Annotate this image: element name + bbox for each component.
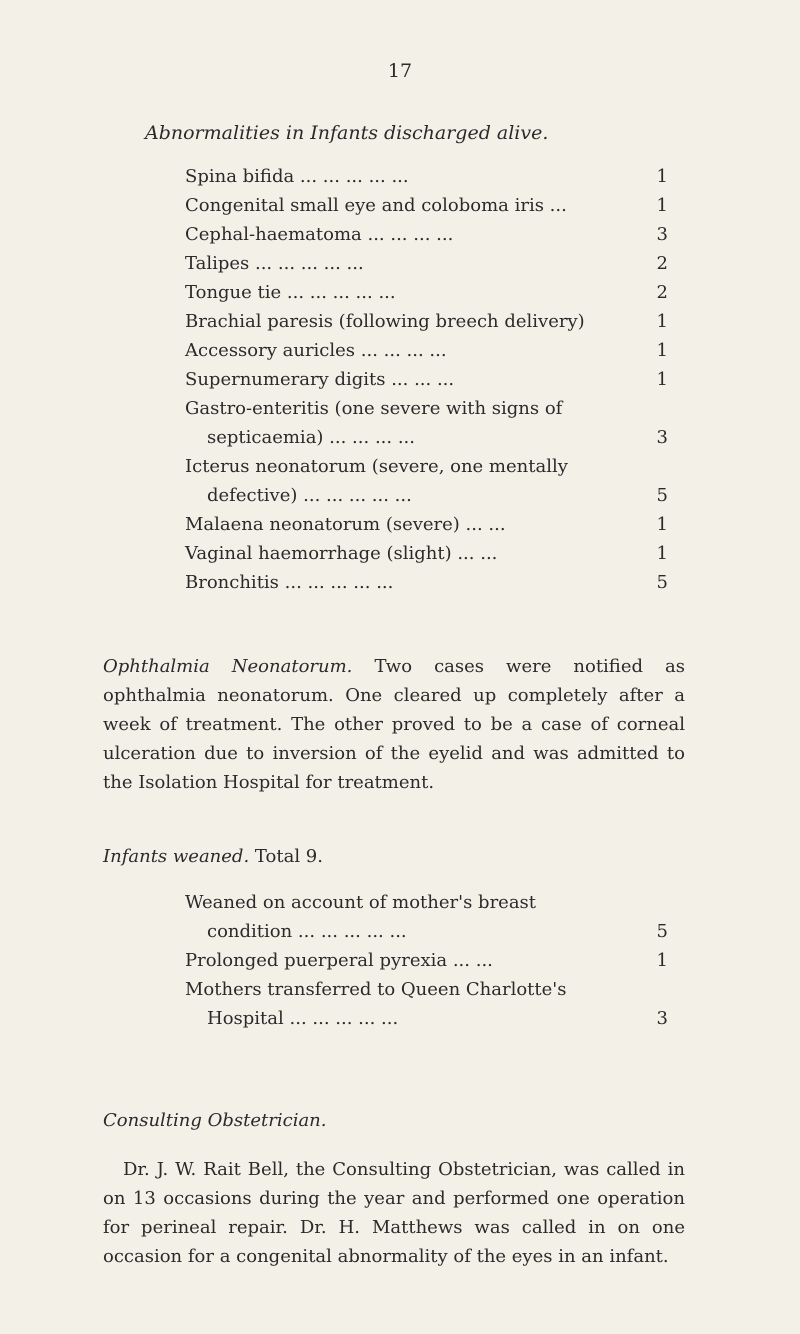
list-item bbox=[185, 311, 668, 340]
item-label: Cephal-haematoma ... ... ... ... bbox=[185, 224, 454, 245]
item-label-line2: condition ... ... ... ... ... bbox=[207, 921, 407, 942]
list-item bbox=[185, 253, 668, 282]
weaned-total: Total 9. bbox=[254, 846, 323, 867]
item-label: Bronchitis ... ... ... ... ... bbox=[185, 572, 394, 593]
item-label: Congenital small eye and coloboma iris ... bbox=[185, 195, 567, 216]
item-label-line2: defective) ... ... ... ... ... bbox=[207, 485, 412, 506]
item-value: 1 bbox=[656, 340, 668, 361]
item-label: Supernumerary digits ... ... ... bbox=[185, 369, 455, 390]
item-value: 5 bbox=[656, 485, 668, 506]
item-label-line1: Gastro-enteritis (one severe with signs of bbox=[185, 398, 563, 419]
item-value: 3 bbox=[656, 1008, 668, 1029]
consulting-paragraph: Dr. J. W. Rait Bell, the Consulting Obstetrician, was called in on 13 occasions during the year and performed one operation for perineal repair. Dr. H. Matthews was called in on one occasion for a congenital abnormality of the eyes in an infant. bbox=[103, 1159, 685, 1267]
item-label: Accessory auricles ... ... ... ... bbox=[185, 340, 447, 361]
item-value: 1 bbox=[656, 166, 668, 187]
item-label-line2: Hospital ... ... ... ... ... bbox=[207, 1008, 399, 1029]
list-item bbox=[185, 340, 668, 369]
list-item bbox=[185, 456, 668, 514]
item-label: Vaginal haemorrhage (slight) ... ... bbox=[185, 543, 498, 564]
consulting-heading: Consulting Obstetrician. bbox=[103, 1110, 327, 1131]
weaned-list bbox=[185, 892, 668, 1037]
list-item bbox=[185, 282, 668, 311]
item-label-line1: Mothers transferred to Queen Charlotte's bbox=[185, 979, 567, 1000]
item-label-line1: Icterus neonatorum (severe, one mentally bbox=[185, 456, 568, 477]
weaned-heading-line bbox=[103, 846, 323, 867]
item-value: 1 bbox=[656, 369, 668, 390]
item-label: Spina bifida ... ... ... ... ... bbox=[185, 166, 409, 187]
list-item bbox=[185, 950, 668, 979]
item-value: 1 bbox=[656, 311, 668, 332]
ophthalmia-heading: Ophthalmia Neonatorum. bbox=[103, 656, 353, 677]
item-value: 1 bbox=[656, 543, 668, 564]
list-item bbox=[185, 979, 668, 1037]
list-item bbox=[185, 543, 668, 572]
list-item bbox=[185, 572, 668, 601]
weaned-heading: Infants weaned. bbox=[103, 846, 250, 867]
item-label-line2: septicaemia) ... ... ... ... bbox=[207, 427, 415, 448]
ophthalmia-paragraph bbox=[103, 652, 685, 797]
list-item bbox=[185, 369, 668, 398]
item-value: 3 bbox=[656, 224, 668, 245]
item-label-line1: Weaned on account of mother's breast bbox=[185, 892, 537, 913]
item-value: 1 bbox=[656, 514, 668, 535]
abnormalities-list bbox=[185, 166, 668, 601]
list-item bbox=[185, 514, 668, 543]
list-item bbox=[185, 224, 668, 253]
item-label: Malaena neonatorum (severe) ... ... bbox=[185, 514, 506, 535]
item-label: Tongue tie ... ... ... ... ... bbox=[185, 282, 396, 303]
item-value: 5 bbox=[656, 921, 668, 942]
item-value: 3 bbox=[656, 427, 668, 448]
item-label: Brachial paresis (following breech delivery) bbox=[185, 311, 585, 332]
ophthalmia-text: Two cases were notified as ophthalmia neonatorum. One cleared up completely after a week of treatment. The other proved to be a case of corneal ulceration due to inversion of the eyelid and was admitted to the Isolation Hospital for treatment. bbox=[103, 656, 685, 793]
list-item bbox=[185, 398, 668, 456]
list-item bbox=[185, 195, 668, 224]
item-value: 1 bbox=[656, 195, 668, 216]
item-label: Prolonged puerperal pyrexia ... ... bbox=[185, 950, 493, 971]
list-item bbox=[185, 892, 668, 950]
item-label: Talipes ... ... ... ... ... bbox=[185, 253, 364, 274]
page-number: 17 bbox=[387, 60, 413, 82]
list-item bbox=[185, 166, 668, 195]
item-value: 2 bbox=[656, 282, 668, 303]
item-value: 1 bbox=[656, 950, 668, 971]
abnormalities-heading: Abnormalities in Infants discharged alive. bbox=[145, 122, 549, 144]
item-value: 5 bbox=[656, 572, 668, 593]
item-value: 2 bbox=[656, 253, 668, 274]
